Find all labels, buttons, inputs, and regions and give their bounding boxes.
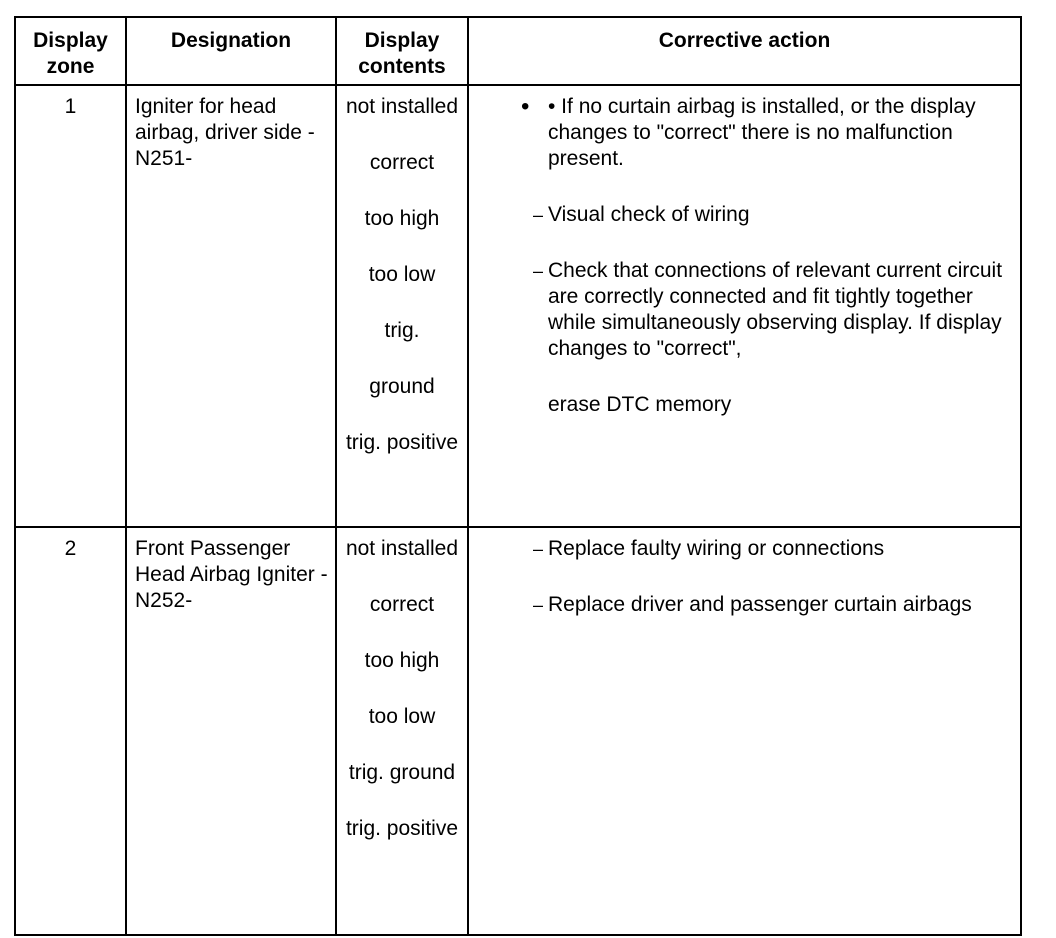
action-list	[469, 94, 1014, 418]
action-item	[469, 536, 1014, 562]
action-text: Check that connections of relevant current circuit are correctly connected and fit tightly together while simultaneously observing display. If display changes to "correct",	[548, 259, 1003, 360]
header-display-contents: Display contents	[336, 17, 468, 85]
action-text: Replace driver and passenger curtain airbags	[548, 593, 972, 616]
display-contents-cell	[336, 85, 468, 527]
display-content-item: correct	[369, 151, 435, 174]
action-item	[469, 592, 1014, 618]
display-content-item: not installed	[345, 537, 459, 560]
designation-cell: Igniter for head airbag, driver side -N251-	[126, 85, 336, 527]
action-item	[469, 258, 1014, 362]
diagnostic-table	[14, 16, 1022, 936]
display-content-item: too high	[364, 207, 440, 230]
header-display-zone: Display zone	[15, 17, 126, 85]
designation-cell: Front Passenger Head Airbag Igniter -N252-	[126, 527, 336, 935]
dash-marker: –	[533, 261, 544, 281]
corrective-action-cell	[468, 527, 1021, 935]
header-row	[15, 17, 1021, 85]
display-content-item: trig. positive	[345, 817, 459, 840]
zone-cell: 1	[15, 85, 126, 527]
table-row	[15, 85, 1021, 527]
display-content-item: correct	[369, 593, 435, 616]
dash-marker: –	[533, 539, 544, 559]
display-content-item: trig. ground	[348, 761, 456, 784]
display-content-item: too low	[368, 705, 436, 728]
action-text: • If no curtain airbag is installed, or the display changes to "correct" there is no malfunction present.	[548, 95, 976, 170]
zone-cell: 2	[15, 527, 126, 935]
action-item	[469, 94, 1014, 172]
action-text: erase DTC memory	[548, 393, 732, 416]
display-content-item: not installed	[345, 95, 459, 118]
action-item	[469, 202, 1014, 228]
display-content-item: trig. positive	[345, 431, 459, 454]
action-item	[469, 392, 1014, 418]
table-row	[15, 527, 1021, 935]
action-text: Replace faulty wiring or connections	[548, 537, 885, 560]
bullet-marker: •	[521, 93, 530, 120]
dash-marker: –	[533, 205, 544, 225]
action-text: Visual check of wiring	[548, 203, 750, 226]
header-corrective-action: Corrective action	[468, 17, 1021, 85]
corrective-action-cell	[468, 85, 1021, 527]
action-list	[469, 536, 1014, 618]
dash-marker: –	[533, 595, 544, 615]
display-content-item: ground	[369, 375, 435, 398]
display-content-item: too low	[368, 263, 436, 286]
display-content-item: too high	[364, 649, 440, 672]
display-content-item: trig.	[384, 319, 420, 342]
header-designation: Designation	[126, 17, 336, 85]
display-contents-cell	[336, 527, 468, 935]
